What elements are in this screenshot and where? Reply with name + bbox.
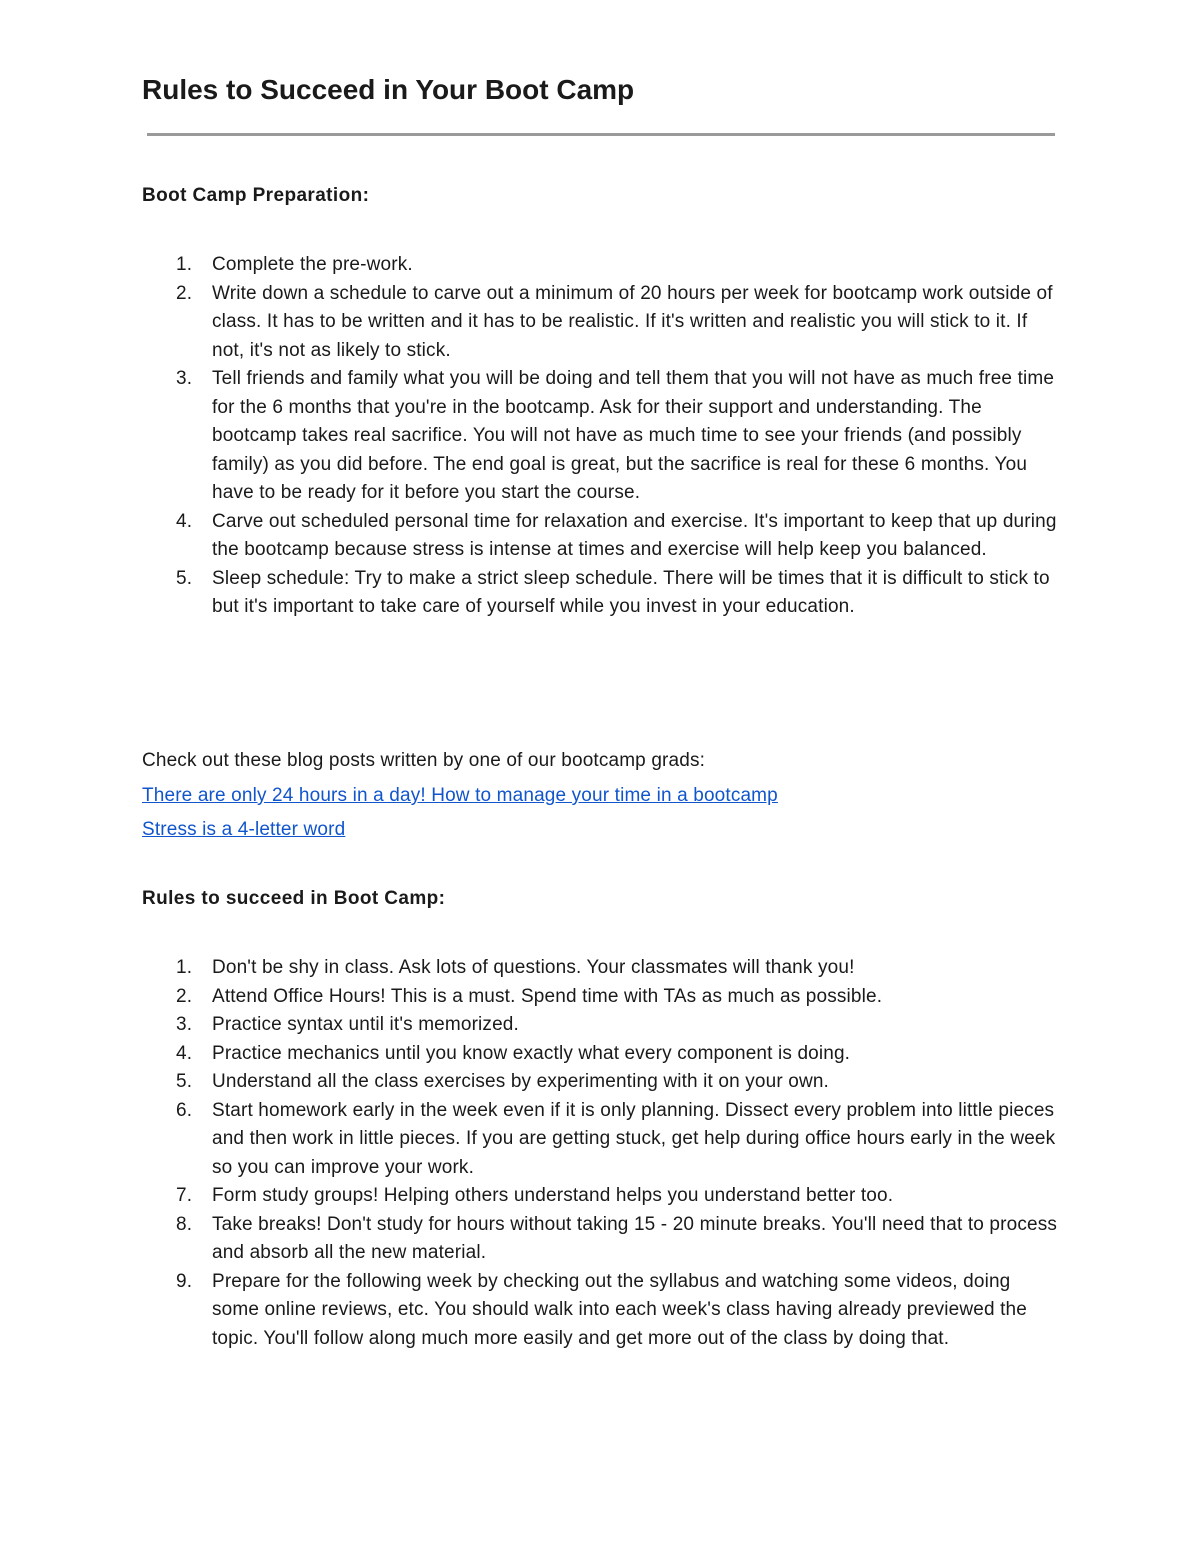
list-item-text: Understand all the class exercises by experimenting with it on your own. (212, 1071, 829, 1092)
list-number: 2. (176, 985, 193, 1007)
list-item-text: Prepare for the following week by checking out the syllabus and watching some videos, doing some online reviews, etc. You should walk into each week's class having already previewed the topic. You'll follow along much more easily and get more out of the class by doing that. (212, 1270, 1027, 1349)
list-item (142, 983, 1062, 1012)
list-item-text: Practice mechanics until you know exactly what every component is doing. (212, 1042, 851, 1064)
list-number: 2. (176, 282, 193, 304)
list-item (142, 954, 1062, 983)
list-number: 5. (176, 567, 193, 589)
list-item-text: Take breaks! Don't study for hours without taking 15 - 20 minute breaks. You'll need that to process and absorb all the new material. (212, 1213, 1058, 1263)
title-divider (147, 133, 1055, 136)
list-item (142, 1068, 1062, 1097)
list-item-text: Carve out scheduled personal time for relaxation and exercise. It's important to keep that up during the bootcamp because stress is intense at times and exercise will help keep you balanced. (212, 510, 1057, 560)
preparation-list (142, 251, 1062, 622)
list-number: 5. (176, 1071, 193, 1092)
list-item (142, 1040, 1062, 1069)
list-item (142, 1097, 1062, 1183)
list-number: 7. (176, 1185, 193, 1206)
list-item-text: Don't be shy in class. Ask lots of questions. Your classmates will thank you! (212, 957, 855, 978)
list-item-text: Tell friends and family what you will be doing and tell them that you will not have as much free time for the 6 months that you're in the bootcamp. Ask for their support and understanding. The bootcamp takes real sacrifice. You will not have as much time to see your friends (and possibly family) as you did before. The end goal is great, but the sacrifice is real for these 6 months. You have to be ready for it before you start the course. (212, 368, 1055, 503)
rules-list (142, 954, 1062, 1353)
list-number: 4. (176, 510, 193, 532)
document-title: Rules to Succeed in Your Boot Camp (142, 74, 635, 105)
list-number: 4. (176, 1042, 193, 1064)
list-number: 8. (176, 1213, 193, 1235)
list-item-text: Write down a schedule to carve out a minimum of 20 hours per week for bootcamp work outside of class. It has to be written and it has to be realistic. If it's written and realistic you will stick to it. If not, it's not as likely to stick. (212, 282, 1053, 361)
blog-link-time-management[interactable]: There are only 24 hours in a day! How to manage your time in a bootcamp (142, 785, 778, 806)
list-item (142, 1011, 1062, 1040)
rules-heading: Rules to succeed in Boot Camp: (142, 888, 446, 909)
list-item-text: Practice syntax until it's memorized. (212, 1014, 519, 1035)
list-number: 9. (176, 1270, 193, 1292)
list-number: 1. (176, 254, 193, 275)
list-item (142, 508, 1062, 565)
list-item-text: Form study groups! Helping others understand helps you understand better too. (212, 1185, 894, 1206)
list-item-text: Complete the pre-work. (212, 254, 413, 275)
list-number: 6. (176, 1099, 193, 1121)
list-item-text: Sleep schedule: Try to make a strict sleep schedule. There will be times that it is difficult to stick to but it's important to take care of yourself while you invest in your education. (212, 567, 1050, 617)
blog-intro: Check out these blog posts written by one of our bootcamp grads: (142, 750, 706, 771)
blog-link-stress[interactable]: Stress is a 4-letter word (142, 819, 346, 840)
list-number: 3. (176, 368, 193, 389)
list-item (142, 1268, 1062, 1354)
list-item (142, 1182, 1062, 1211)
list-number: 3. (176, 1014, 193, 1035)
list-item (142, 1211, 1062, 1268)
list-item (142, 365, 1062, 508)
list-number: 1. (176, 957, 193, 978)
list-item-text: Attend Office Hours! This is a must. Spend time with TAs as much as possible. (212, 985, 883, 1007)
list-item (142, 280, 1062, 366)
list-item-text: Start homework early in the week even if it is only planning. Dissect every problem into little pieces and then work in little pieces. If you are getting stuck, get help during office hours early in the week so you can improve your work. (212, 1099, 1056, 1178)
preparation-heading: Boot Camp Preparation: (142, 185, 370, 206)
list-item (142, 565, 1062, 622)
list-item (142, 251, 1062, 280)
